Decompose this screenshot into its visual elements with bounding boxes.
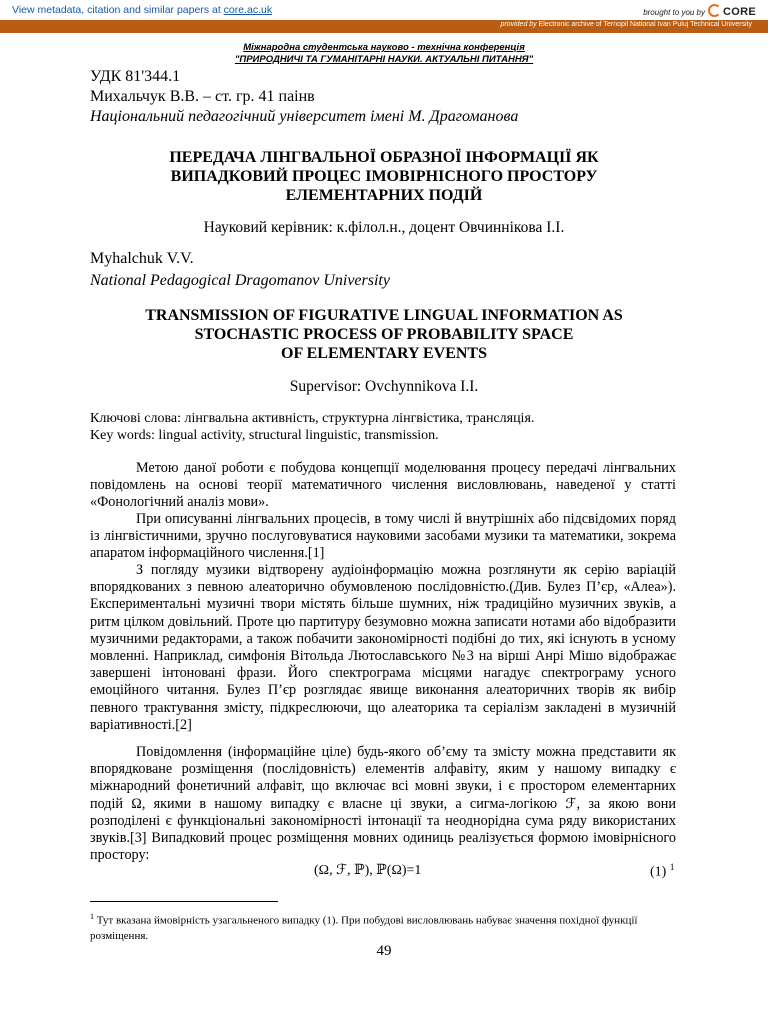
footnote-text: Тут вказана ймовірність узагальненого випадку (1). При побудові висловлювань набуває значення похідної функції розміщення. xyxy=(90,914,638,942)
conference-line-2: "ПРИРОДНИЧІ ТА ГУМАНІТАРНІ НАУКИ. АКТУАЛЬНІ ПИТАННЯ" xyxy=(234,54,534,65)
author-en: Myhalchuk V.V. xyxy=(90,250,194,267)
core-brand: CORE xyxy=(723,6,756,18)
provided-by-bar xyxy=(0,20,768,33)
udk-code: УДК 81'344.1 xyxy=(90,68,181,85)
core-link[interactable]: core.ac.uk xyxy=(223,4,273,16)
body-paragraph-3: З погляду музики відтворену аудіоінформацію можна розглянути як серію варіацій впорядкованих з певною алеаторично обумовленою послідовністю.(Див. Булез П’єр, «Алеа»). Експериментальні музичні твори містять більше шумних, ніж традиційно музичних звуків, а ритм цілком довільний. Проте цю партитуру безумовно можна записати нотами або відобразити музичними редакторами, а також побачити закономірності подібні до тих, які існують в усному мовленні. Наприклад, симфонія Вітольда Лютославського №3 на вірші Анрі Мішо відображає завершені інтоновані фрази. Його спектрограма місцями нагадує спектрограму усного емоційного читання. Булез П’єр розглядає явище виконання алеаторичних творів як вибір певного трактування змісту, підкреслюючи, що алеаторика та серіалізм закладені в музичній варіативності.[2] xyxy=(90,562,676,733)
title-en-line-3: OF ELEMENTARY EVENTS xyxy=(281,345,487,362)
body-paragraph-2: При описуванні лінгвальних процесів, в тому числі й внутрішніх або підсвідомих поряд із лінгвістичними, зручно послуговуватися науковими засобами музики та математики, зокрема апаратом інформаційного числення.[1] xyxy=(90,511,676,562)
probability-space-formula: (Ω, ℱ, ℙ), ℙ(Ω)=1 xyxy=(314,863,422,878)
title-en-line-2: STOCHASTIC PROCESS OF PROBABILITY SPACE xyxy=(194,326,574,343)
core-logo-icon xyxy=(708,4,721,17)
provided-by-text[interactable] xyxy=(500,21,752,28)
keywords-en: Key words: lingual activity, structural linguistic, transmission. xyxy=(90,428,439,443)
supervisor-ua: Науковий керівник: к.філол.н., доцент Овчиннікова І.І. xyxy=(203,219,565,236)
title-ua-line-3: ЕЛЕМЕНТАРНИХ ПОДІЙ xyxy=(285,187,483,204)
conference-line-1: Міжнародна студентська науково - технічна конференція xyxy=(243,42,525,53)
keywords-ua: Ключові слова: лінгвальна активність, структурна лінгвістика, трансляція. xyxy=(90,411,535,426)
body-paragraph-1: Метою даної роботи є побудова концепції моделювання процесу передачі лінгвальних повідомлень на основі теорії математичного числення висловлювань, наведеної у статті «Фонологічний аналіз мови». xyxy=(90,460,676,511)
title-ua xyxy=(60,148,708,205)
equation-number xyxy=(650,862,674,881)
supervisor-en: Supervisor: Ovchynnikova I.I. xyxy=(289,378,479,395)
footnote xyxy=(90,909,676,944)
title-ua-line-1: ПЕРЕДАЧА ЛІНГВАЛЬНОЇ ОБРАЗНОЇ ІНФОРМАЦІЇ ЯК xyxy=(169,149,599,166)
provided-by-source: Electronic archive of Ternopil National Ivan Puluj Technical University xyxy=(538,21,752,28)
equation-number-label: (1) xyxy=(650,864,667,880)
author-ua: Михальчук В.В. – ст. гр. 41 паінв xyxy=(90,88,315,105)
brought-by-text: brought to you by xyxy=(643,8,706,17)
brought-by[interactable] xyxy=(643,4,756,18)
page-number: 49 xyxy=(376,943,392,959)
body-paragraph-4: Повідомлення (інформаційне ціле) будь-якого об’єму та змісту можна представити як впорядковане розміщення (послідовність) елементів алфавіту, яким у нашому випадку є міжнародний фонетичний алфавіт, що включає всі мовні звуки, і є простором елементарних подій Ω, якими в нашому випадку є власне ці звуки, а сигма-логікою ℱ, за якою вони розподілені є функціональні закономірності інтонації та неоднорідна сума ряду використаних звуків.[3] Випадковий процес розміщення мовних одиниць реалізується формою імовірнісного простору: xyxy=(90,744,676,864)
title-en xyxy=(60,306,708,363)
equation-footnote-mark[interactable]: 1 xyxy=(669,862,675,872)
footnote-divider xyxy=(90,901,278,902)
title-en-line-1: TRANSMISSION OF FIGURATIVE LINGUAL INFORMATION AS xyxy=(145,307,623,324)
university-ua: Національний педагогічний університет імені М. Драгоманова xyxy=(90,108,519,125)
core-header xyxy=(0,0,768,20)
metadata-line[interactable] xyxy=(12,4,272,16)
university-en: National Pedagogical Dragomanov University xyxy=(90,272,390,289)
title-ua-line-2: ВИПАДКОВИЙ ПРОЦЕС ІМОВІРНІСНОГО ПРОСТОРУ xyxy=(170,168,598,185)
metadata-text: View metadata, citation and similar papers at xyxy=(12,4,224,16)
footnote-mark: 1 xyxy=(90,912,94,921)
provided-by-label: provided by xyxy=(500,21,537,28)
